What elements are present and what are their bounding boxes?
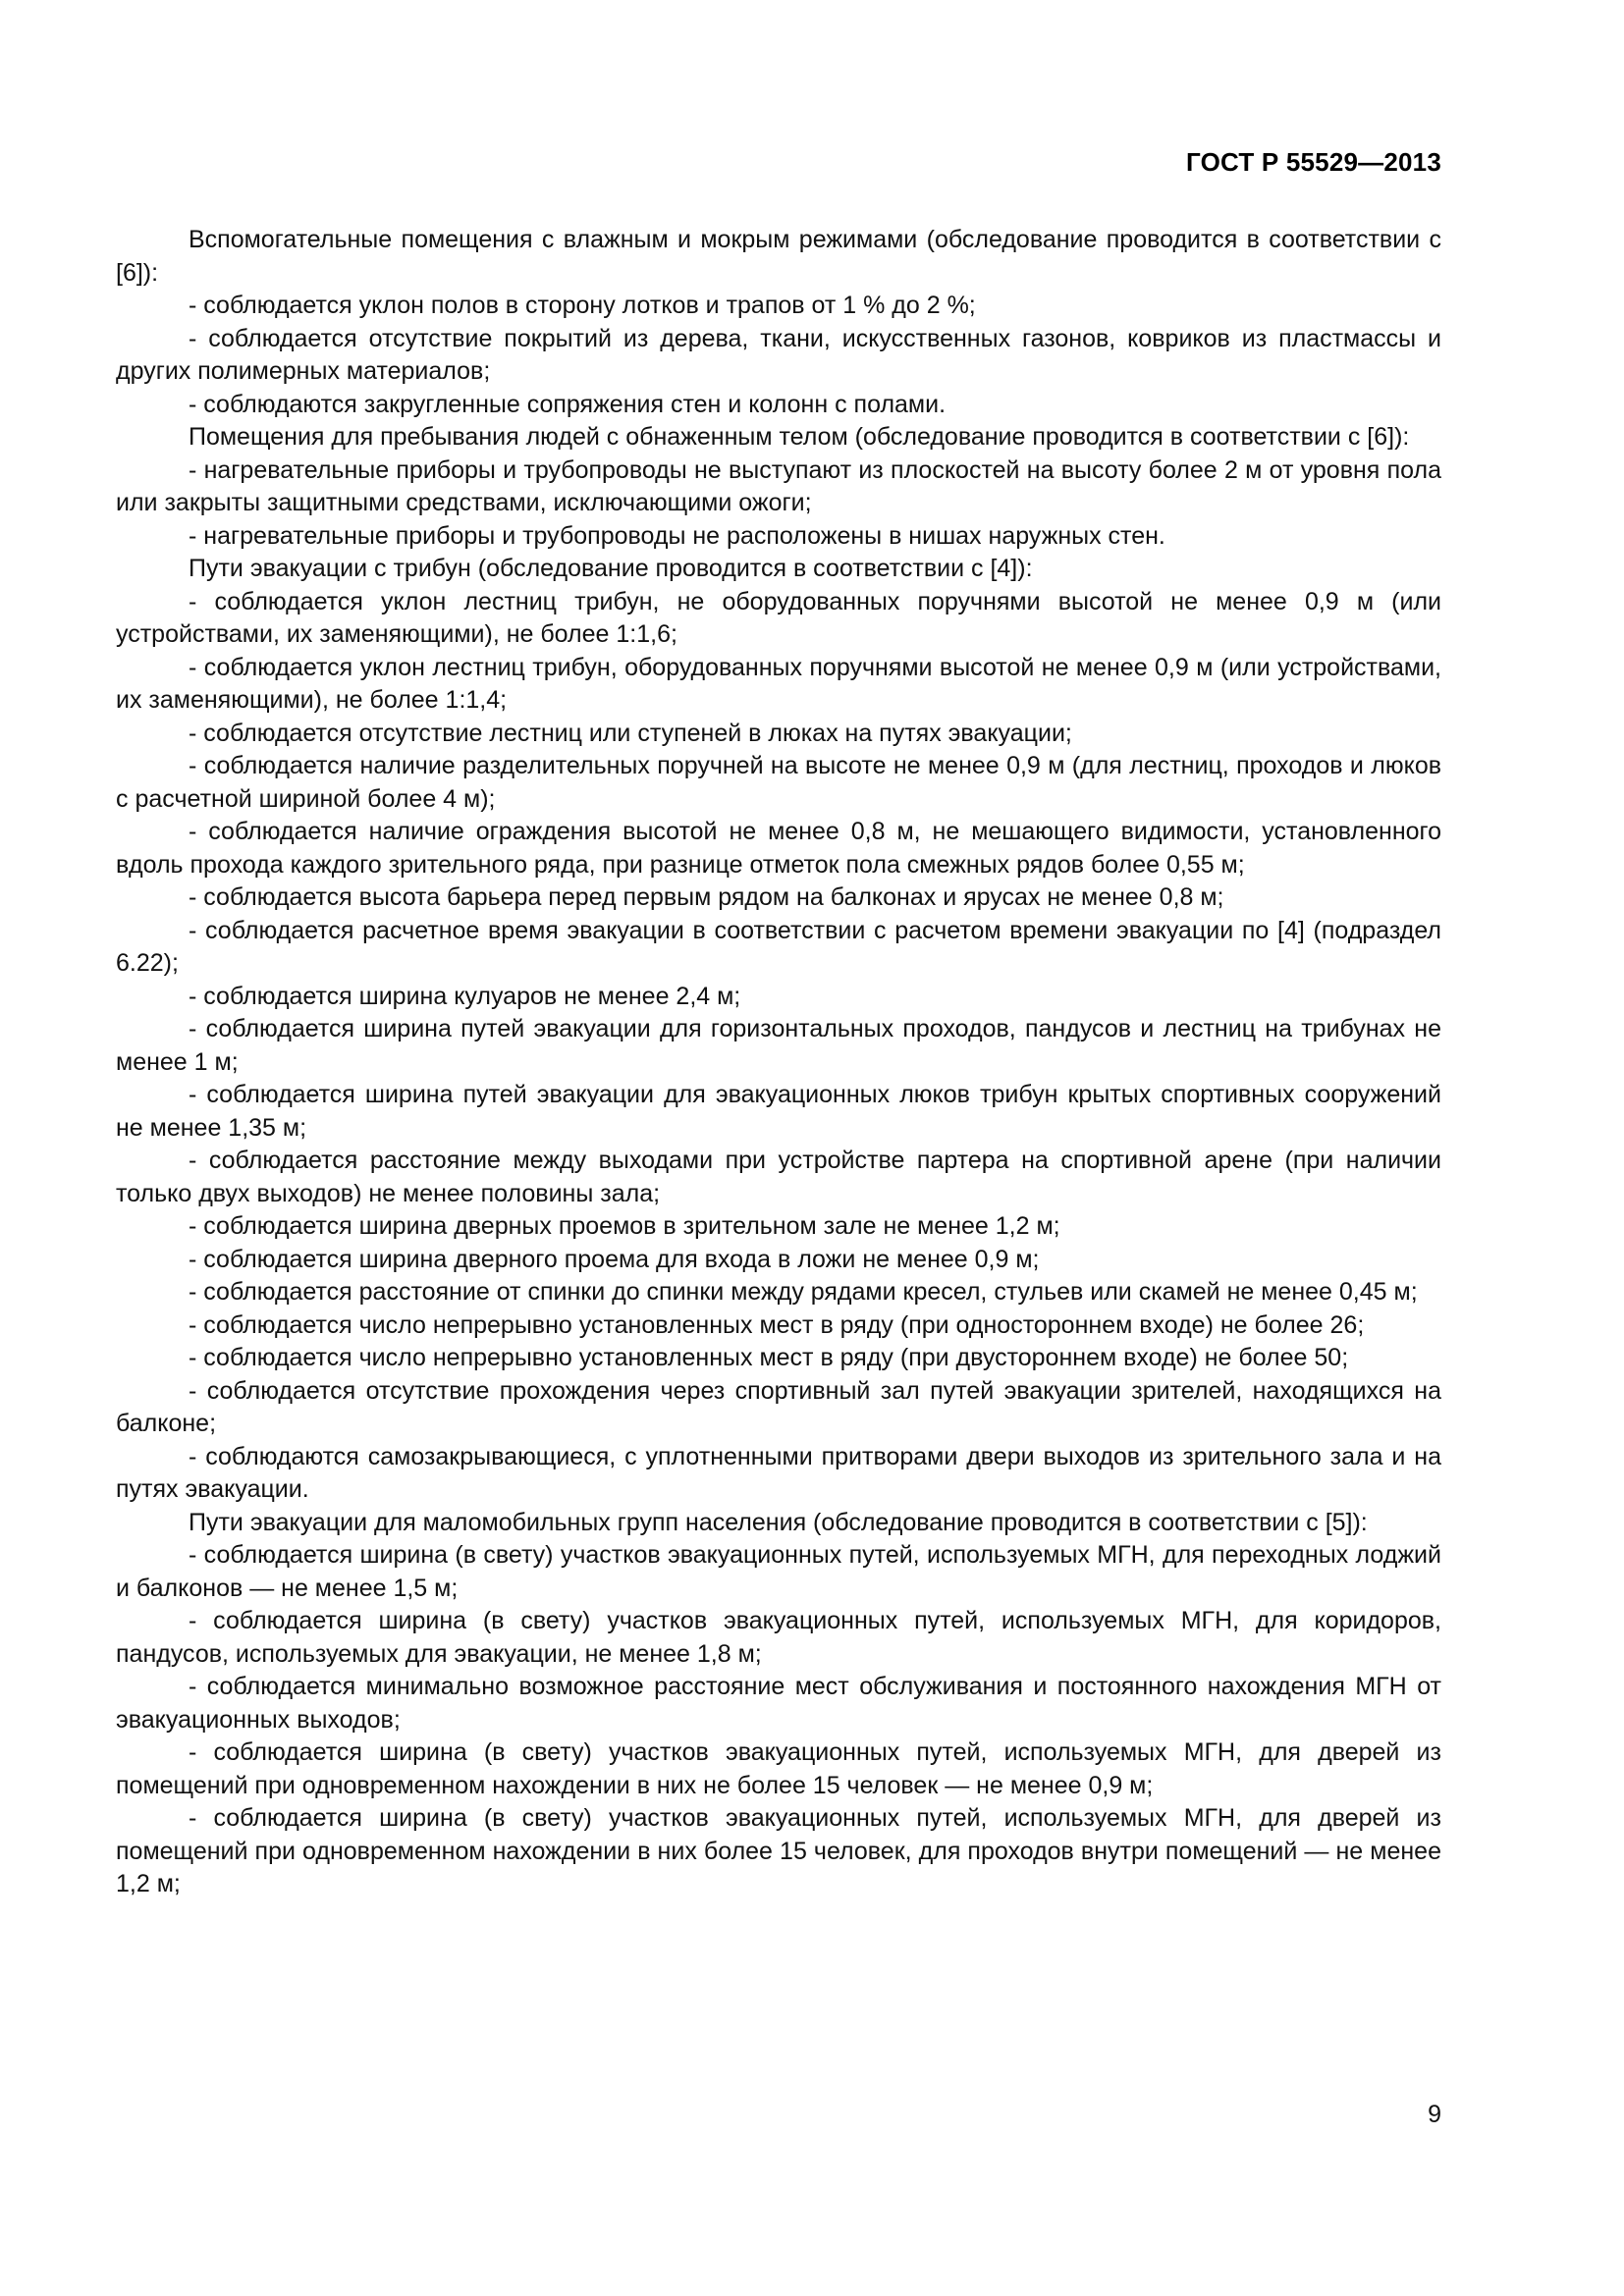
list-item: - соблюдается наличие разделительных поручней на высоте не менее 0,9 м (для лестниц, проходов и люков с расчетной шириной более 4 м); [116,752,1441,813]
list-item: - соблюдается ширина (в свету) участков эвакуационных путей, используемых МГН, для дверей из помещений при одновременном нахождении в них более 15 человек, для проходов внутри помещений — не менее 1,2 м; [116,1804,1441,1897]
paragraph: Пути эвакуации с трибун (обследование проводится в соответствии с [4]): [189,555,1033,582]
document-body [116,224,1441,1901]
list-item: - соблюдается число непрерывно установленных мест в ряду (при одностороннем входе) не более 26; [189,1310,1365,1339]
list-item: - соблюдается ширина (в свету) участков эвакуационных путей, используемых МГН, для коридоров, пандусов, используемых для эвакуации, не менее 1,8 м; [116,1607,1441,1668]
paragraph: Вспомогательные помещения с влажным и мокрым режимами (обследование проводится в соответствии с [6]): [116,226,1441,287]
document-code-header: ГОСТ Р 55529—2013 [1186,147,1441,177]
list-item: - соблюдаются самозакрывающиеся, с уплотненными притворами двери выходов из зрительного зала и на путях эвакуации. [116,1442,1441,1503]
page-number: 9 [1428,2101,1441,2128]
list-item: - нагревательные приборы и трубопроводы не выступают из плоскостей на высоту более 2 м от уровня пола или закрыты защитными средствами, исключающими ожоги; [116,455,1441,516]
list-item: - соблюдается отсутствие покрытий из дерева, ткани, искусственных газонов, ковриков из пластмассы и других полимерных материалов; [116,324,1441,385]
list-item: - соблюдается высота барьера перед первым рядом на балконах и ярусах не менее 0,8 м; [189,883,1224,911]
list-item: - соблюдается ширина путей эвакуации для эвакуационных люков трибун крытых спортивных сооружений не менее 1,35 м; [116,1081,1441,1142]
list-item: - нагревательные приборы и трубопроводы не расположены в нишах наружных стен. [189,521,1165,550]
list-item: - соблюдается наличие ограждения высотой не менее 0,8 м, не мешающего видимости, установленного вдоль прохода каждого зрительного ряда, при разнице отметок пола смежных рядов более 0,55 м; [116,818,1441,879]
list-item: - соблюдается ширина путей эвакуации для горизонтальных проходов, пандусов и лестниц на трибунах не менее 1 м; [116,1015,1441,1076]
list-item: - соблюдается расчетное время эвакуации в соответствии с расчетом времени эвакуации по [4] (подраздел 6.22); [116,916,1441,977]
list-item: - соблюдается уклон полов в сторону лотков и трапов от 1 % до 2 %; [189,292,976,319]
list-item: - соблюдается ширина дверного проема для входа в ложи не менее 0,9 м; [189,1245,1040,1273]
list-item: - соблюдается число непрерывно установленных мест в ряду (при двустороннем входе) не более 50; [189,1344,1349,1371]
paragraph: Пути эвакуации для маломобильных групп населения (обследование проводится в соответствии с [5]): [189,1508,1368,1536]
paragraph: Помещения для пребывания людей с обнаженным телом (обследование проводится в соответствии с [6]): [189,423,1410,451]
list-item: - соблюдается ширина дверных проемов в зрительном зале не менее 1,2 м; [189,1212,1060,1240]
list-item: - соблюдается уклон лестниц трибун, оборудованных поручнями высотой не менее 0,9 м (или устройствами, их заменяющими), не более 1:1,4; [116,653,1441,714]
list-item: - соблюдается отсутствие прохождения через спортивный зал путей эвакуации зрителей, находящихся на балконе; [116,1376,1441,1437]
list-item: - соблюдаются закругленные сопряжения стен и колонн с полами. [189,390,947,418]
list-item: - соблюдается ширина (в свету) участков эвакуационных путей, используемых МГН, для переходных лоджий и балконов — не менее 1,5 м; [116,1541,1441,1602]
list-item: - соблюдается ширина кулуаров не менее 2,4 м; [189,982,741,1010]
list-item: - соблюдается отсутствие лестниц или ступеней в люках на путях эвакуации; [189,719,1072,747]
list-item: - соблюдается расстояние от спинки до спинки между рядами кресел, стульев или скамей не менее 0,45 м; [189,1278,1418,1306]
list-item: - соблюдается ширина (в свету) участков эвакуационных путей, используемых МГН, для дверей из помещений при одновременном нахождении в них не более 15 человек — не менее 0,9 м; [116,1738,1441,1799]
list-item: - соблюдается минимально возможное расстояние мест обслуживания и постоянного нахождения МГН от эвакуационных выходов; [116,1673,1441,1734]
list-item: - соблюдается уклон лестниц трибун, не оборудованных поручнями высотой не менее 0,9 м (или устройствами, их заменяющими), не более 1:1,6; [116,587,1441,648]
list-item: - соблюдается расстояние между выходами при устройстве партера на спортивной арене (при наличии только двух выходов) не менее половины зала; [116,1147,1441,1207]
